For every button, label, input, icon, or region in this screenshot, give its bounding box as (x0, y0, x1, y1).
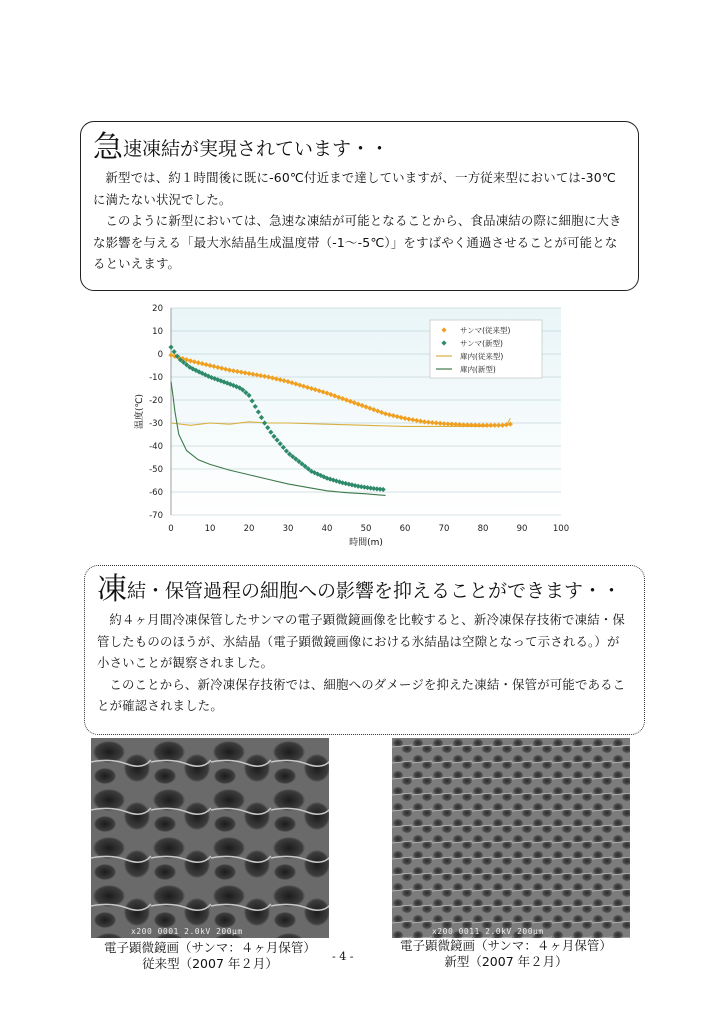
y-tick-label: 10 (152, 327, 163, 337)
section-heading (93, 130, 626, 165)
x-tick-label: 100 (552, 524, 570, 534)
image-caption-conventional (104, 940, 316, 972)
y-tick-label: -10 (149, 373, 163, 383)
x-tick-label: 10 (204, 524, 216, 534)
y-tick-label: 0 (157, 350, 163, 360)
heading-initial: 急 (93, 130, 123, 165)
y-tick-label: -30 (149, 419, 163, 429)
heading-text: 結・保管過程の細胞への影響を抑えることができます・・ (127, 580, 622, 602)
y-tick-label: -40 (149, 442, 163, 452)
heading-text: 速凍結が実現されています・・ (123, 138, 390, 160)
y-tick-label: -50 (149, 465, 163, 475)
x-tick-label: 40 (321, 524, 333, 534)
section-storage-effect (84, 565, 645, 735)
x-tick-label: 20 (243, 524, 255, 534)
scalebar-label: x200 0001 2.0kV 200μm (131, 927, 243, 936)
y-tick-label: -20 (149, 396, 163, 406)
paragraph: このように新型においては、急速な凍結が可能となることから、食品凍結の際に細胞に大きな影響を与える「最大氷結晶生成温度帯（-1～-5℃）」をすばやく通過させることが可能となるといえます。 (93, 213, 622, 271)
microscope-image-new (392, 738, 630, 938)
legend-label: サンマ(新型) (460, 339, 503, 348)
caption-line: 従来型（2007 年２月） (142, 956, 278, 971)
paragraph: 約４ヶ月間冷凍保管したサンマの電子顕微鏡画像を比較すると、新冷凍保存技術で凍結・保管したもののほうが、氷結晶（電子顕微鏡画像における氷結晶は空隙となって示される。）が小さいことが観察されました。 (97, 612, 625, 670)
x-tick-label: 80 (477, 524, 489, 534)
x-tick-label: 90 (516, 524, 528, 534)
x-tick-label: 50 (360, 524, 372, 534)
x-tick-label: 0 (168, 524, 174, 534)
legend-label: 庫内(従来型) (460, 352, 504, 361)
caption-line: 電子顕微鏡画（サンマ：４ヶ月保管） (400, 938, 612, 953)
y-tick-label: 20 (152, 304, 163, 314)
chart-svg (118, 298, 578, 556)
x-tick-label: 30 (282, 524, 294, 534)
page-number: - 4 - (332, 950, 354, 963)
image-caption-new (400, 938, 612, 970)
x-tick-label: 70 (438, 524, 450, 534)
legend-label: サンマ(従来型) (460, 326, 511, 335)
paragraph: このことから、新冷凍保存技術では、細胞へのダメージを抑えた凍結・保管が可能であることが確認されました。 (97, 676, 626, 713)
scalebar-label: x200 0011 2.0kV 200μm (432, 927, 544, 936)
legend-label: 庫内(新型) (460, 365, 496, 374)
y-tick-label: -70 (149, 511, 163, 521)
heading-initial: 凍 (97, 572, 127, 607)
x-axis-label: 時間(m) (349, 538, 383, 548)
caption-line: 電子顕微鏡画（サンマ：４ヶ月保管） (104, 940, 316, 955)
temperature-chart (118, 298, 578, 556)
microscope-image-conventional (91, 738, 329, 938)
sem-texture-fine (392, 738, 630, 938)
paragraph: 新型では、約１時間後に既に-60℃付近まで達していますが、一方従来型においては-30℃に満たない状況でした。 (93, 170, 616, 207)
section-heading (97, 572, 632, 607)
caption-line: 新型（2007 年２月） (444, 954, 568, 969)
y-tick-label: -60 (149, 488, 163, 498)
section-quick-freezing (80, 121, 639, 291)
x-tick-label: 60 (399, 524, 411, 534)
y-axis-label: 温度(℃) (135, 393, 145, 430)
sem-texture-coarse (91, 738, 329, 938)
